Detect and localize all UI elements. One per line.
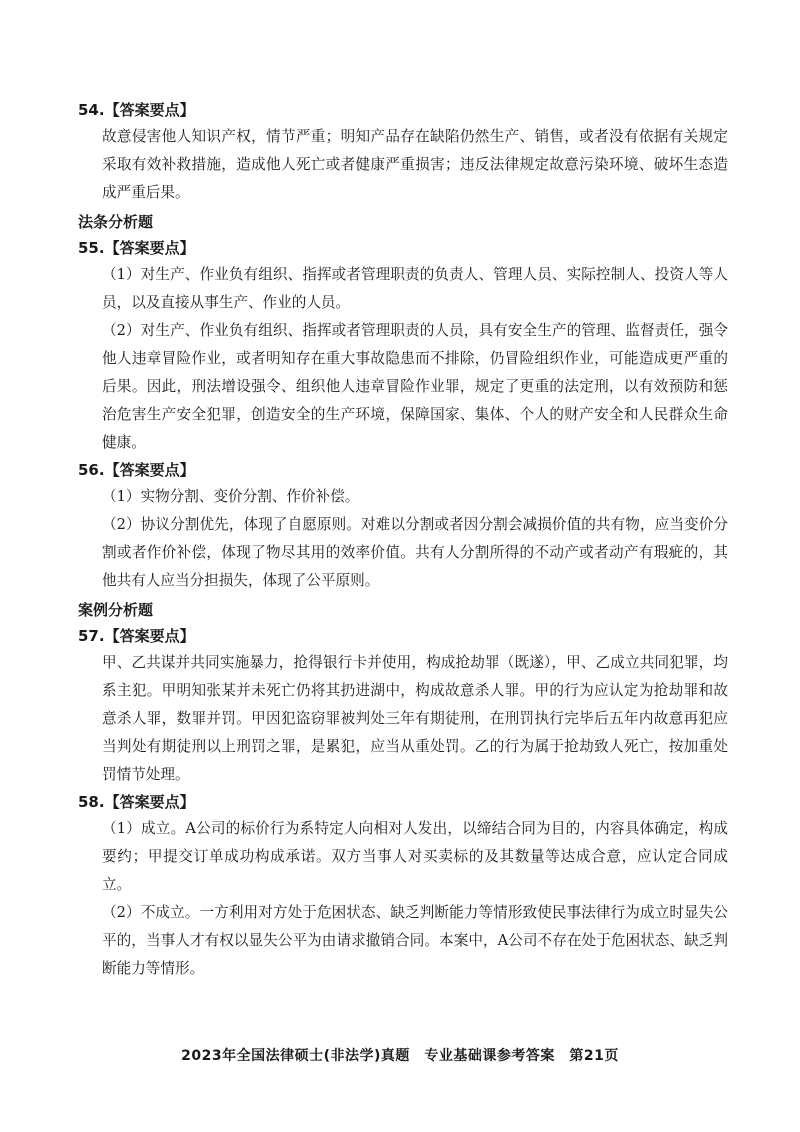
question-55-answer-1: （1）对生产、作业负有组织、指挥或者管理职责的负责人、管理人员、实际控制人、投资人等人员，以及直接从事生产、作业的人员。 (102, 266, 728, 311)
question-55-title: 55.【答案要点】 (78, 239, 195, 257)
question-57-title: 57.【答案要点】 (78, 627, 195, 645)
section-title-statute-analysis: 法条分析题 (78, 213, 154, 231)
question-54-answer: 故意侵害他人知识产权，情节严重；明知产品存在缺陷仍然生产、销售，或者没有依据有关规定采取有效补救措施，造成他人死亡或者健康严重损害；违反法律规定故意污染环境、破坏生态造成严重后果。 (102, 128, 728, 201)
page-footer: 2023年全国法律硕士(非法学)真题 专业基础课参考答案 第21页 (181, 1048, 619, 1064)
question-54-title: 54.【答案要点】 (78, 101, 195, 119)
section-title-case-analysis: 案例分析题 (78, 601, 154, 619)
question-56-title: 56.【答案要点】 (78, 461, 195, 479)
question-58-answer-2: （2）不成立。一方利用对方处于危困状态、缺乏判断能力等情形致使民事法律行为成立时显失公平的，当事人才有权以显失公平为由请求撤销合同。本案中，A公司不存在处于危困状态、缺乏判断能力等情形。 (102, 904, 728, 977)
question-57-answer: 甲、乙共谋并共同实施暴力，抢得银行卡并使用，构成抢劫罪（既遂），甲、乙成立共同犯罪，均系主犯。甲明知张某并未死亡仍将其扔进湖中，构成故意杀人罪。甲的行为应认定为抢劫罪和故意杀人罪，数罪并罚。甲因犯盗窃罪被判处三年有期徒刑，在刑罚执行完毕后五年内故意再犯应当判处有期徒刑以上刑罚之罪，是累犯，应当从重处罚。乙的行为属于抢劫致人死亡，按加重处罚情节处理。 (102, 654, 728, 783)
page-content (78, 97, 728, 983)
question-56-answer-2: （2）协议分割优先，体现了自愿原则。对难以分割或者因分割会减损价值的共有物，应当变价分割或者作价补偿，体现了物尽其用的效率价值。共有人分割所得的不动产或者动产有瑕疵的，其他共有人应当分担损失，体现了公平原则。 (102, 516, 728, 589)
question-56-answer-1: （1）实物分割、变价分割、作价补偿。 (102, 488, 360, 505)
question-58-title: 58.【答案要点】 (78, 793, 195, 811)
question-58-answer-1: （1）成立。A公司的标价行为系特定人向相对人发出，以缔结合同为目的，内容具体确定，构成要约；甲提交订单成功构成承诺。双方当事人对买卖标的及其数量等达成合意，应认定合同成立。 (102, 820, 728, 893)
question-55-answer-2: （2）对生产、作业负有组织、指挥或者管理职责的人员，具有安全生产的管理、监督责任，强令他人违章冒险作业，或者明知存在重大事故隐患而不排除，仍冒险组织作业，可能造成更严重的后果。因此，刑法增设强令、组织他人违章冒险作业罪，规定了更重的法定刑，以有效预防和惩治危害生产安全犯罪，创造安全的生产环境，保障国家、集体、个人的财产安全和人民群众生命健康。 (102, 322, 728, 451)
